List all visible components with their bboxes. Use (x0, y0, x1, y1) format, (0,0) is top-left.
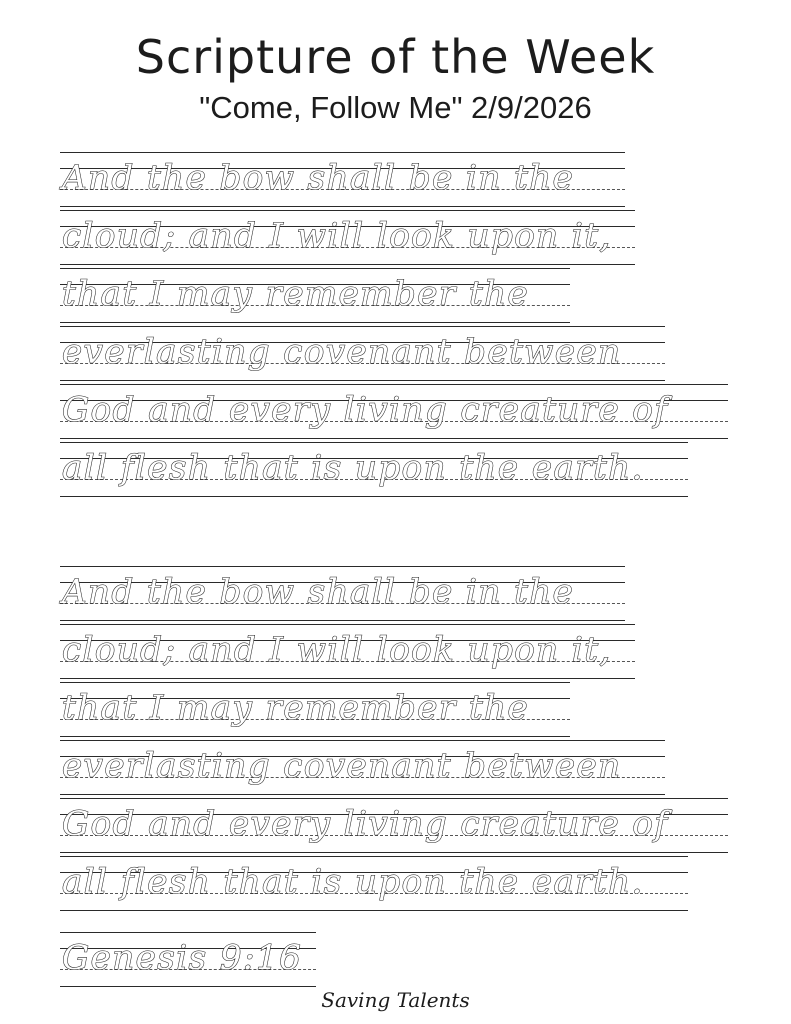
tracing-text: everlasting covenant between (62, 332, 622, 372)
tracing-text: God and every living creature of (62, 390, 669, 430)
brand-footer: Saving Talents (321, 988, 470, 1012)
tracing-text: everlasting covenant between (62, 746, 622, 786)
reference-line (60, 932, 316, 988)
tracing-line (60, 740, 665, 796)
tracing-text: And the bow shall be in the (62, 572, 575, 612)
tracing-text: cloud; and I will look upon it, (62, 216, 612, 256)
tracing-text: cloud; and I will look upon it, (62, 630, 612, 670)
tracing-line (60, 566, 625, 622)
tracing-line (60, 326, 665, 382)
page-title: Scripture of the Week (135, 30, 656, 84)
tracing-text: all flesh that is upon the earth. (62, 862, 644, 902)
tracing-line (60, 210, 635, 266)
tracing-text: God and every living creature of (62, 804, 669, 844)
tracing-line (60, 268, 570, 324)
tracing-text: And the bow shall be in the (62, 158, 575, 198)
tracing-line (60, 798, 728, 854)
tracing-text: that I may remember the (62, 274, 530, 314)
tracing-line (60, 682, 570, 738)
page-subtitle: "Come, Follow Me" 2/9/2026 (199, 90, 592, 125)
tracing-line (60, 442, 688, 498)
tracing-text: all flesh that is upon the earth. (62, 448, 644, 488)
tracing-line (60, 152, 625, 208)
tracing-line (60, 624, 635, 680)
scripture-reference: Genesis 9:16 (62, 938, 303, 978)
tracing-text: that I may remember the (62, 688, 530, 728)
tracing-line (60, 384, 728, 440)
tracing-line (60, 856, 688, 912)
